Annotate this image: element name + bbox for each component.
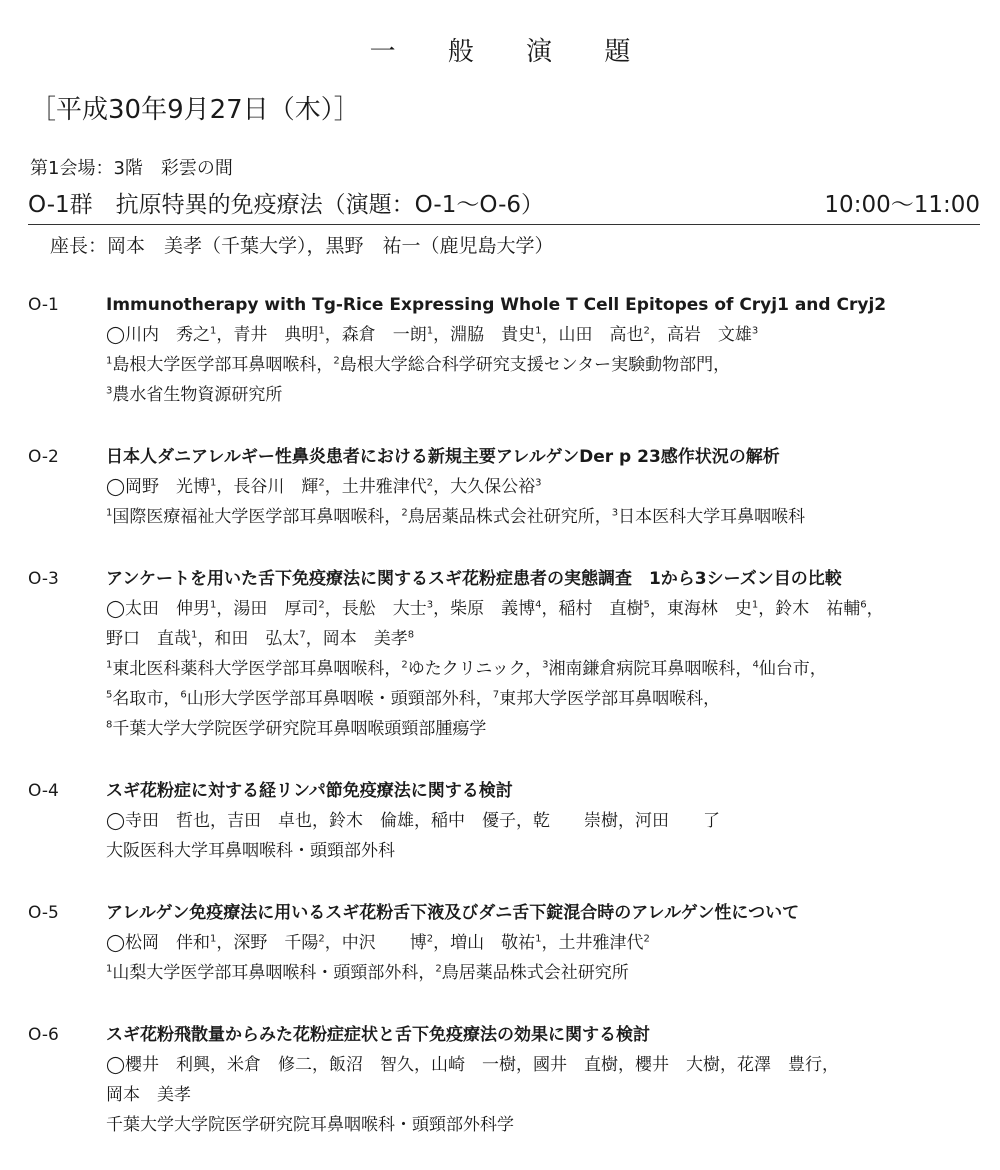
session-time: 10:00〜11:00 — [824, 191, 980, 218]
presentation-affiliation: $^5$名取市，$^6$山形大学医学部耳鼻咽喉・頭頸部外科，$^7$東邦大学医学部耳鼻咽喉科， — [106, 689, 721, 709]
presentation-affiliation: $^1$東北医科薬科大学医学部耳鼻咽喉科，$^2$ゆたクリニック，$^3$湘南鎌倉病院耳鼻咽喉科，$^4$仙台市， — [106, 659, 827, 679]
presentation-body — [106, 898, 986, 988]
presentation-authors: 岡本 美孝 — [106, 1085, 191, 1105]
presentation-number: O-4 — [28, 781, 59, 801]
presentation-authors: ◯寺田 哲也，吉田 卓也，鈴木 倫雄，稲中 優子，乾 崇樹，河田 了 — [106, 811, 721, 831]
presentation-authors: ◯川内 秀之$^1$，青井 典明$^1$，森倉 一朗$^1$，淵脇 貴史$^1$，山田 高也$^2$，高岩 文雄$^3$ — [106, 325, 759, 345]
presentation-title: アンケートを用いた舌下免疫療法に関するスギ花粉症患者の実態調査 1から3シーズン目の比較 — [106, 569, 842, 589]
presentation-number: O-1 — [28, 295, 59, 315]
presentation-number: O-5 — [28, 903, 59, 923]
session-divider — [28, 224, 980, 225]
presentation-affiliation: $^8$千葉大学大学院医学研究院耳鼻咽喉頭頸部腫瘍学 — [106, 719, 487, 739]
session-title: O-1群 抗原特異的免疫療法（演題：O-1〜O-6） — [28, 191, 545, 218]
presentation-affiliation: 大阪医科大学耳鼻咽喉科・頭頸部外科 — [106, 841, 395, 861]
presentation-affiliation: 千葉大学大学院医学研究院耳鼻咽喉科・頭頸部外科学 — [106, 1115, 514, 1135]
presentation-authors: ◯松岡 伴和$^1$，深野 千陽$^2$，中沢 博$^2$，増山 敬祐$^1$，土井雅津代$^2$ — [106, 933, 650, 953]
presentation-body — [106, 442, 986, 532]
presentation-affiliation: $^1$山梨大学医学部耳鼻咽喉科・頭頸部外科，$^2$鳥居薬品株式会社研究所 — [106, 963, 629, 983]
presentation-number: O-2 — [28, 447, 59, 467]
page-title: 一 般 演 題 — [369, 37, 653, 67]
presentation-affiliation: $^3$農水省生物資源研究所 — [106, 385, 283, 405]
presentation-title: スギ花粉飛散量からみた花粉症症状と舌下免疫療法の効果に関する検討 — [106, 1025, 650, 1045]
presentation-body — [106, 1020, 986, 1140]
presentation-authors: ◯岡野 光博$^1$，長谷川 輝$^2$，土井雅津代$^2$，大久保公裕$^3$ — [106, 477, 542, 497]
presentation-title: Immunotherapy with Tg-Rice Expressing Whole T Cell Epitopes of Cryj1 and Cryj2 — [106, 295, 887, 315]
presentation-title: スギ花粉症に対する経リンパ節免疫療法に関する検討 — [106, 781, 513, 801]
session-date: ［平成30年9月27日（木）］ — [30, 95, 360, 125]
presentation-number: O-3 — [28, 569, 59, 589]
presentation-body — [106, 290, 986, 410]
presentation-affiliation: $^1$国際医療福祉大学医学部耳鼻咽喉科，$^2$鳥居薬品株式会社研究所，$^3$日本医科大学耳鼻咽喉科 — [106, 507, 806, 527]
presentation-title: 日本人ダニアレルギー性鼻炎患者における新規主要アレルゲンDer p 23感作状況の解析 — [106, 447, 780, 467]
presentation-affiliation: $^1$島根大学医学部耳鼻咽喉科，$^2$島根大学総合科学研究支援センター実験動物部門， — [106, 355, 731, 375]
venue-label: 第1会場：3階 彩雲の間 — [30, 158, 233, 179]
presentation-body — [106, 564, 986, 744]
presentation-title: アレルゲン免疫療法に用いるスギ花粉舌下液及びダニ舌下錠混合時のアレルゲン性について — [106, 903, 800, 923]
chairpersons: 座長：岡本 美孝（千葉大学），黒野 祐一（鹿児島大学） — [50, 235, 554, 257]
presentation-authors: 野口 直哉$^1$，和田 弘太$^7$，岡本 美孝$^8$ — [106, 629, 415, 649]
presentation-authors: ◯櫻井 利興，米倉 修二，飯沼 智久，山崎 一樹，國井 直樹，櫻井 大樹，花澤 豊行， — [106, 1055, 840, 1075]
presentation-authors: ◯太田 伸男$^1$，湯田 厚司$^2$，長舩 大士$^3$，柴原 義博$^4$，稲村 直樹$^5$，東海林 史$^1$，鈴木 祐輔$^6$， — [106, 599, 884, 619]
presentation-body — [106, 776, 986, 866]
presentation-number: O-6 — [28, 1025, 59, 1045]
session-header — [28, 183, 980, 221]
